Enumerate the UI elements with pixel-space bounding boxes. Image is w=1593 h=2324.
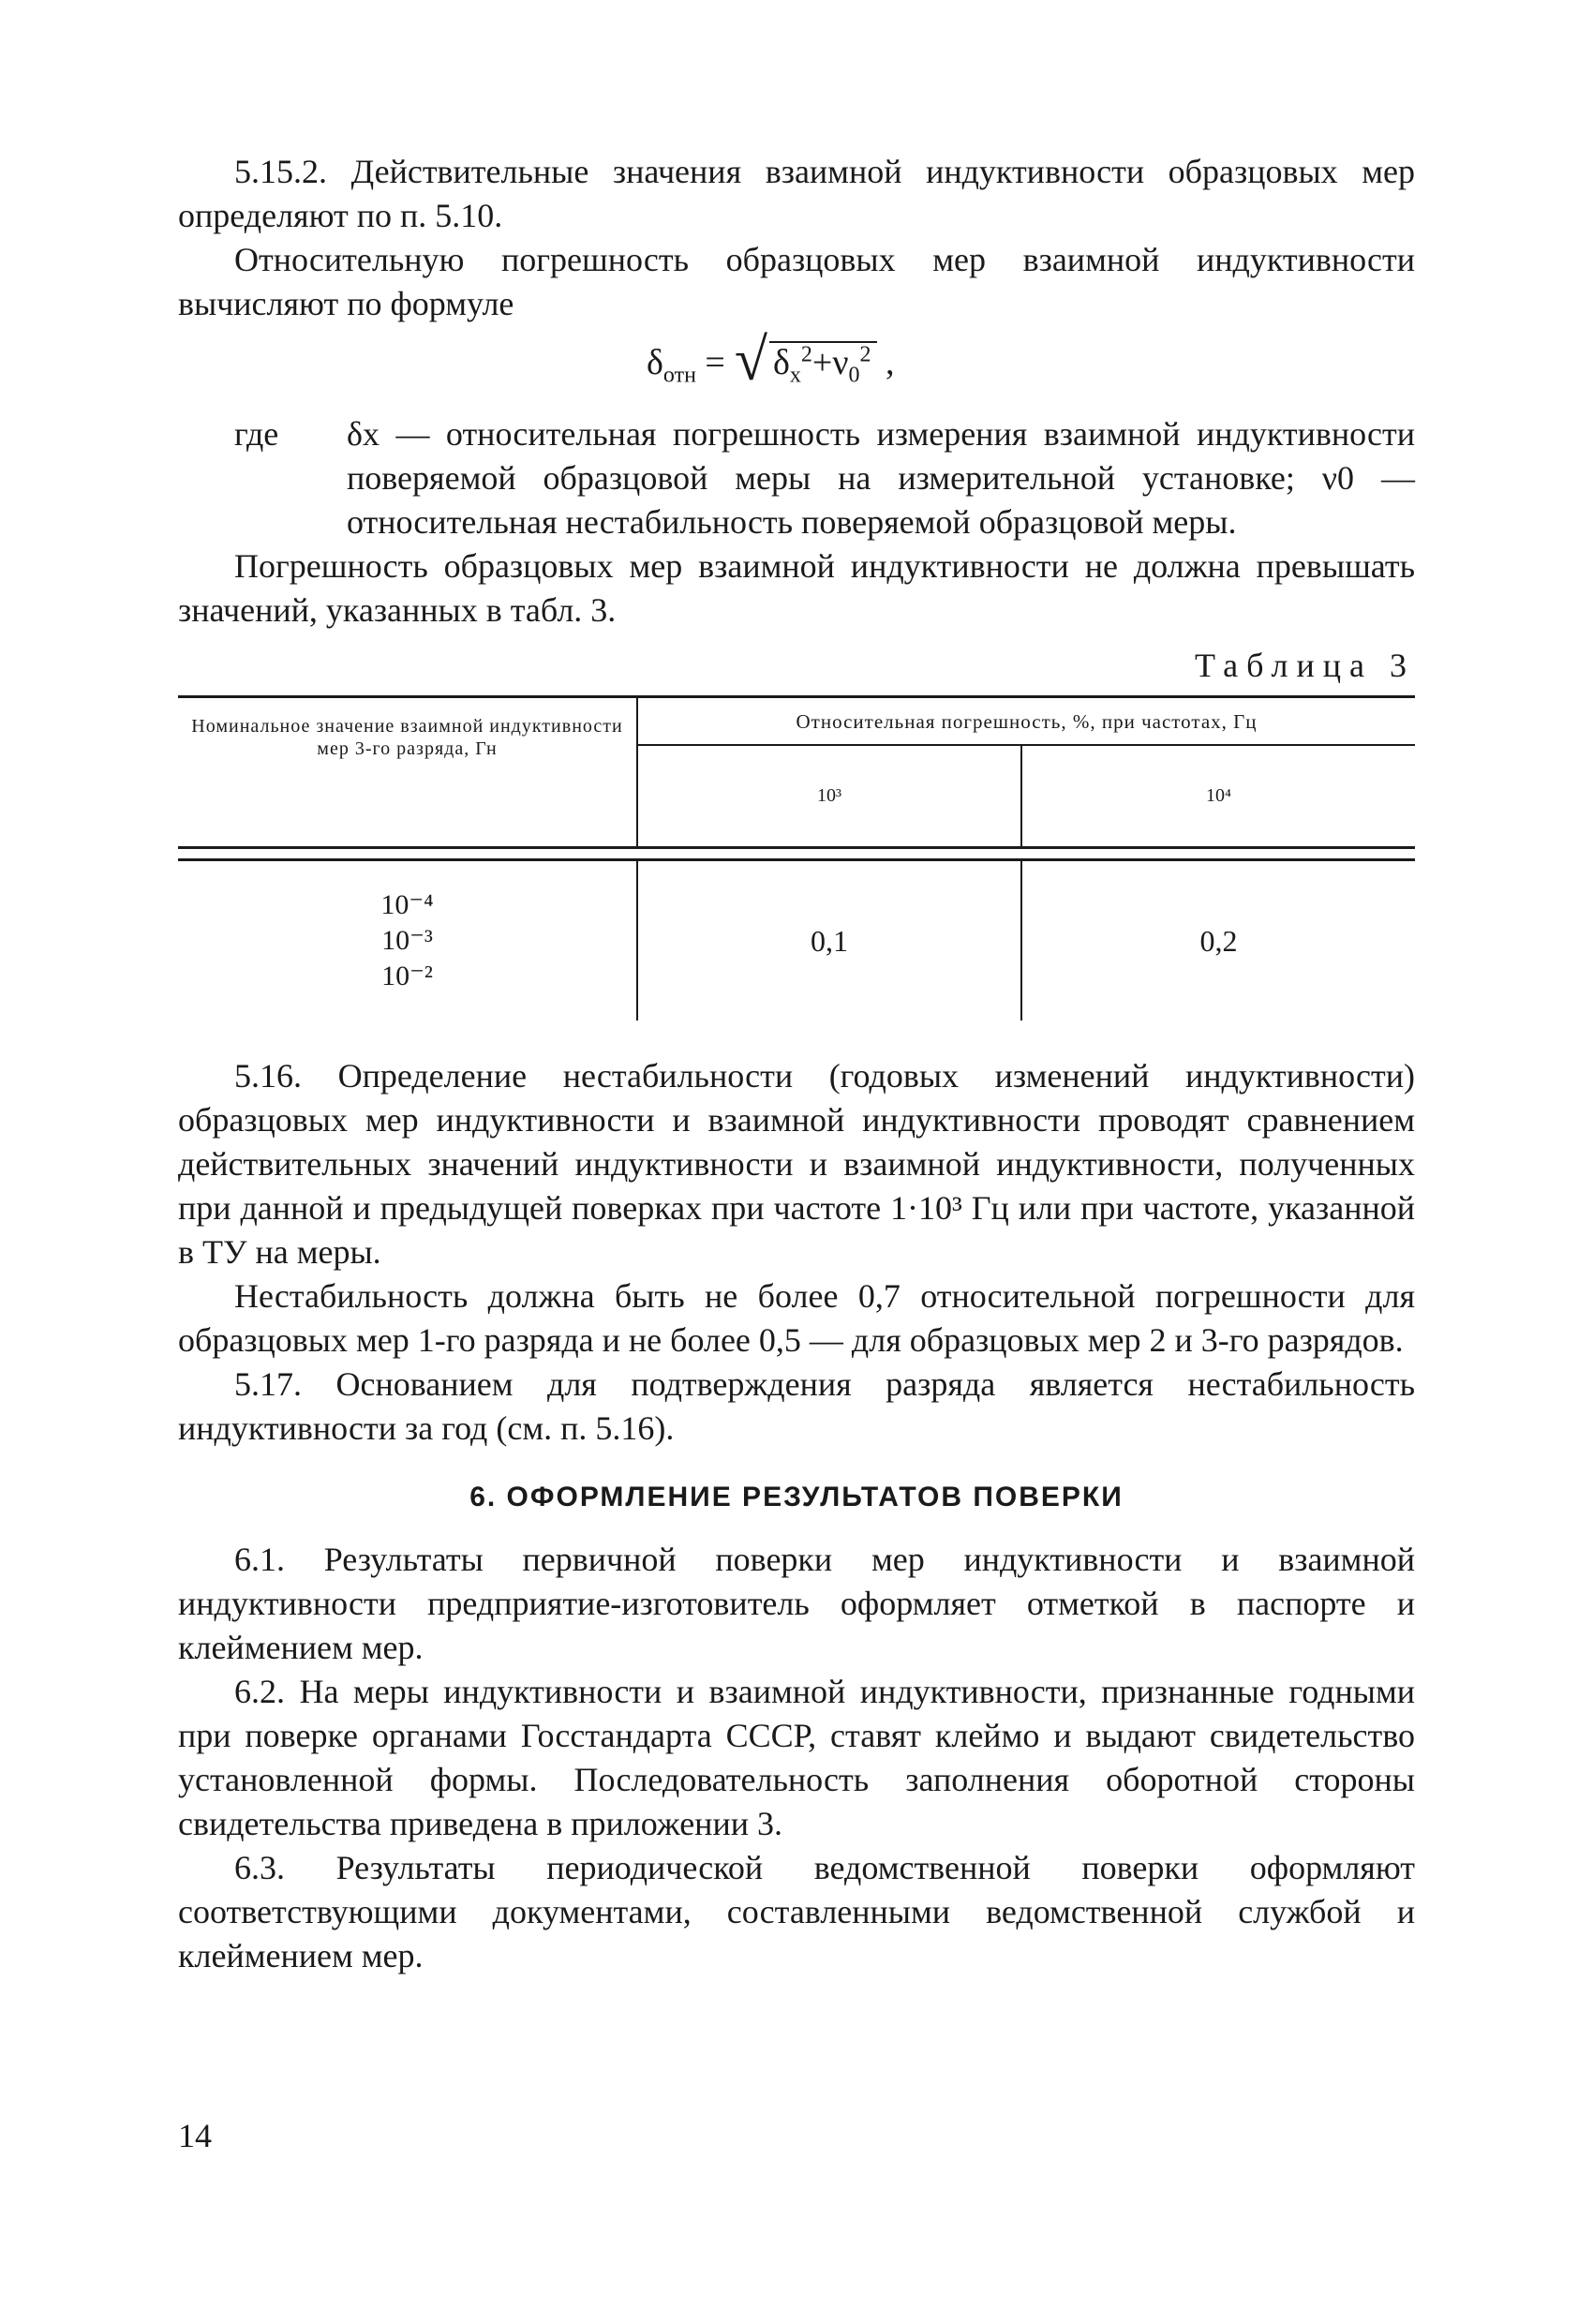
paragraph-5-15-2: 5.15.2. Действительные значения взаимной индуктивности образцовых мер определяют по п. 5.10.	[178, 153, 1415, 234]
formula-comma: ,	[886, 343, 895, 382]
spacer	[178, 1020, 1415, 1054]
page-number: 14	[178, 2117, 212, 2154]
table-cell-nominal-values	[178, 860, 637, 1021]
table-cell-error-freq-2: 0,2	[1199, 923, 1238, 958]
paragraph-instability-limit: Нестабильность должна быть не более 0,7 относительной погрешности для образцовых мер 1-го разряда и не более 0,5 — для образцовых мер 2 и 3-го разрядов.	[178, 1277, 1415, 1359]
table-3	[178, 695, 1415, 1020]
formula-plus: +	[811, 343, 833, 382]
nominal-value: 10⁻⁴	[380, 889, 434, 920]
formula-term-1: δ	[772, 343, 790, 382]
table-double-rule	[178, 848, 1415, 860]
formula-term-2-sup: 2	[859, 342, 871, 367]
formula-legend-lead: где	[234, 415, 279, 453]
table-header-freq-2: 10⁴	[1206, 785, 1231, 807]
section-6-title: 6. ОФОРМЛЕНИЕ РЕЗУЛЬТАТОВ ПОВЕРКИ	[469, 1482, 1124, 1512]
square-root-icon: √	[734, 326, 767, 393]
paragraph-6-1: 6.1. Результаты первичной поверки мер индуктивности и взаимной индуктивности предприятие-изготовитель оформляет отметкой в паспорте и клеймением мер.	[178, 1541, 1415, 1666]
table-header-freq-1: 10³	[637, 745, 1021, 847]
nominal-value: 10⁻²	[381, 961, 433, 991]
table-header-nominal: Номинальное значение взаимной индуктивности мер 3-го разряда, Гн	[178, 697, 637, 848]
formula-legend-text: δx — относительная погрешность измерения взаимной индуктивности поверяемой образцовой меры на измерительной установке; ν0 — относительная нестабильность поверяемой образцовой меры.	[347, 415, 1415, 541]
paragraph-6-2: 6.2. На меры индуктивности и взаимной индуктивности, признанные годными при поверке органами Госстандарта СССР, ставят клеймо и выдают свидетельство установленной формы. Последовательность заполнения оборотной стороны свидетельства приведена в приложении 3.	[178, 1673, 1415, 1842]
formula-legend	[178, 412, 1415, 544]
formula-term-1-sub: x	[789, 363, 801, 388]
table-cell-error-freq-1: 0,1	[637, 860, 1021, 1021]
paragraph-5-17: 5.17. Основанием для подтверждения разряда является нестабильность индуктивности за год (см. п. 5.16).	[178, 1365, 1415, 1447]
formula-block	[178, 326, 1415, 412]
formula-lhs: δ	[647, 343, 663, 382]
document-page	[178, 150, 1415, 1978]
table-row	[178, 860, 1415, 1021]
nominal-value: 10⁻³	[381, 925, 433, 956]
table-header-relative-error: Относительная погрешность, %, при частотах, Гц	[637, 697, 1415, 746]
formula-radicand	[769, 341, 877, 388]
paragraph-error-limit: Погрешность образцовых мер взаимной индуктивности не должна превышать значений, указанных в табл. 3.	[178, 547, 1415, 629]
formula-relative-error	[647, 326, 895, 398]
table-3-caption: Таблица 3	[1195, 647, 1415, 684]
formula-equals: =	[705, 343, 725, 382]
paragraph-5-16: 5.16. Определение нестабильности (годовых изменений индуктивности) образцовых мер индуктивности и взаимной индуктивности проводят сравнением действительных значений индуктивности и взаимной индуктивности, полученных при данной и предыдущей поверках при частоте 1·10³ Гц или при частоте, указанной в ТУ на меры.	[178, 1057, 1415, 1271]
formula-lhs-sub: отн	[663, 363, 696, 388]
paragraph-formula-intro: Относительную погрешность образцовых мер взаимной индуктивности вычисляют по формуле	[178, 241, 1415, 322]
formula-term-2: ν	[832, 343, 849, 382]
formula-term-2-sub: 0	[848, 363, 860, 388]
formula-term-1-sup: 2	[800, 342, 812, 367]
paragraph-6-3: 6.3. Результаты периодической ведомственной поверки оформляют соответствующими документами, составленными ведомственной службой и клеймением мер.	[178, 1849, 1415, 1974]
